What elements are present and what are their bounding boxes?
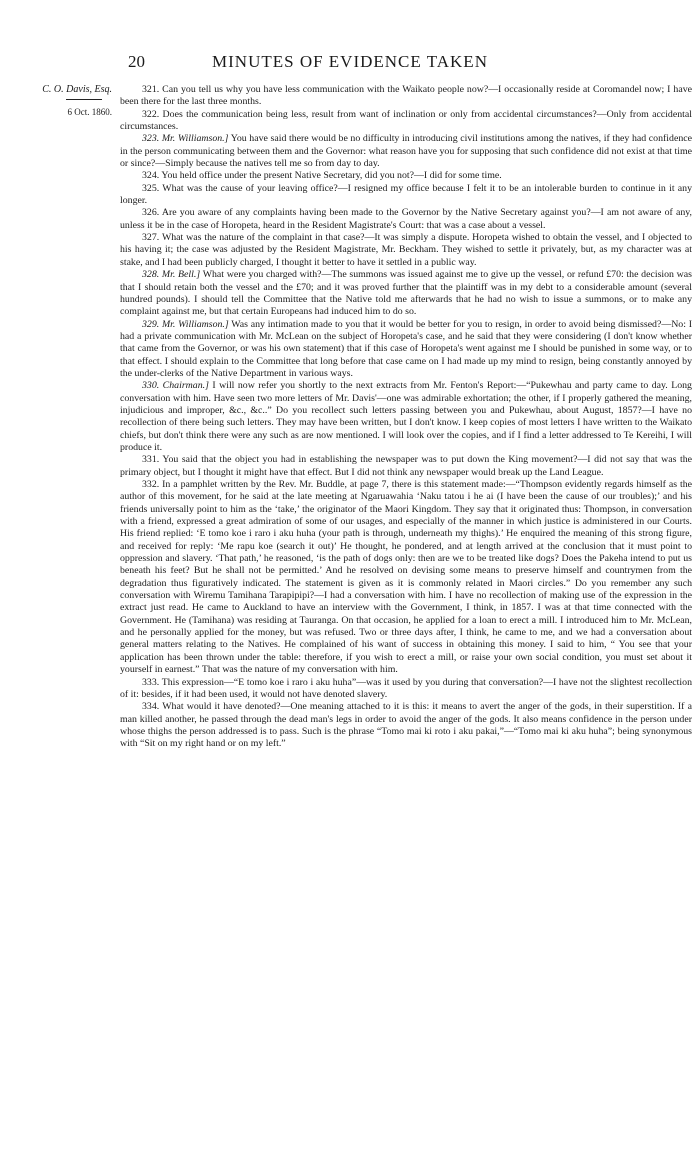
evidence-paragraph [120,454,692,479]
paragraph-text: 322. Does the communication being less, result from want of inclination or only from accidental circumstances?—Only from accidental circumstances. [120,108,692,133]
speaker-label: 328. Mr. Bell.] [142,269,201,281]
evidence-paragraph [120,170,692,182]
evidence-paragraph [120,232,692,269]
minutes-body [120,84,692,751]
witness-name: C. O. Davis, Esq. [42,84,112,95]
paragraph-text: 325. What was the cause of your leaving office?—I resigned my office because I felt it to be an intolerable burden to continue in it any longer. [120,182,692,207]
paragraph-text: I will now refer you shortly to the next extracts from Mr. Fenton's Report:—“Pukewhau and party came to day. Long conversation with him. Have seen two more letters of Mr. Davis'—one was admirable exhortation; the other, if I properly gathered the meaning, injudicious and improper, &c., &c..” Do you recollect such letters passing between you and Pukewhau, about August, 1857?—I have no recollection of there being such letters. They may have been written, but I don't know. I keep copies of most letters I have written to the Waikato chiefs, but don't think there were any such as are now mentioned. I will look over the copies, and if I find a letter addressed to Te Kereihi, I will produce it. [120,380,692,453]
evidence-paragraph [120,133,692,170]
paragraph-text: 331. You said that the object you had in establishing the newspaper was to put down the King movement?—I did not say that was the primary object, but I thought it might have that effect. But I did not think any newspaper would break up the Land League. [120,454,692,478]
paragraph-text: 326. Are you aware of any complaints having been made to the Governor by the Native Secretary against you?—I am not aware of any, unless it be in the case of Horopeta, heard in the Resident Magistrate's Court: that was a case about a vessel. [120,207,692,231]
speaker-label: 323. Mr. Williamson.] [142,133,229,145]
evidence-paragraph [120,677,692,702]
speaker-label: 329. Mr. Williamson.] [142,318,229,330]
paragraph-text: 321. Can you tell us why you have less communication with the Waikato people now?—I occasionally reside at Coromandel now; I have been there for the last three months. [120,84,692,108]
page-header [0,52,700,74]
evidence-paragraph [120,109,692,134]
paragraph-text: Was any intimation made to you that it would be better for you to resign, in order to avoid being dismissed?—No: I had a private communication with Mr. McLean on the subject of Horopeta's case, and he said that they were considering (I don't know whether that came from the Governor, or was his own statement) that if this case of Horopeta's went against me I should be punished in some way, or to that effect. I should explain to the Committee that long before that case came on I had made up my mind to resign, being constantly annoyed by the under-clerks of the Native Department in various ways. [120,318,692,379]
evidence-paragraph [120,380,692,454]
paragraph-text: 333. This expression—“E tomo koe i raro i aku huha”—was it used by you during that conversation?—I have not the slightest recollection of it: besides, if it had been used, it would not have denoted slavery. [120,676,692,700]
paragraph-text: 332. In a pamphlet written by the Rev. Mr. Buddle, at page 7, there is this statement made:—“Thompson evidently regards himself as the author of this movement, for he said at the late meeting at Ngaruawahia ‘Naku tatou i he ai (I have been the cause of our troubles);’ and his friends universally point to him as the ‘take,’ the originator of the Maori Kingdom. They say that it originated thus: Thompson, in conversation with a friend, expressed a great admiration of some of our usages, and especially of the manner in which justice is administered in our Courts. His friend replied: ‘E tomo koe i raro i aku huha (your path is through, underneath my thighs).’ He enquired the meaning of this strong figure, and received for reply: ‘Me rapu koe (search it out)’ He thought, he pondered, and at length arrived at the conclusion that it must point to oppression and slavery. ‘That path,’ he reasoned, ‘is the path of dogs only: then are we to be treated like dogs? Does the Pakeha intend to put us beneath his feet? But he shall not be permitted.’ And he resolved on devising some means to preserve himself and countrymen from the degradation thus figuratively indicated. The statement is given as it is commonly related in Maori circles.” Do you remember any such conversation with Wiremu Tamihana Tarapipipi?—I had a conversation with him. I have no recollection of making use of the expression in the extract just read. He came to Auckland to have an interview with the Government, I think, in 1857. I was at that time connected with the Government. He (Tamihana) was residing at Tauranga. On that occasion, he applied for a loan to erect a mill. I introduced him to Mr. McLean, and he personally applied for the money, but was refused. Two or three days after, I think, he came to me, and we had a conversation about general matters relating to the Natives. He complained of his want of success in obtaining this money. I said to him, “ You see that your application has been thrown under the table: therefore, if you wish to erect a mill, or raise your own social condition, you must set about it yourself in earnest.” That was the nature of my conversation with him. [120,479,692,676]
witness-date: 6 Oct. 1860. [67,107,112,117]
running-title: MINUTES OF EVIDENCE TAKEN [212,52,488,71]
evidence-paragraph [120,183,692,208]
evidence-paragraph [120,84,692,109]
paragraph-text: What were you charged with?—The summons was issued against me to give up the vessel, or refund £70: the decision was that I should retain both the vessel and the £70; and it was proved further that the plaintiff was in my debt to a considerable amount (several hundred pounds). I should tell the Committee that the Native told me afterwards that he had no wish to issue a summons, or to make any complaint against me, but that certain Europeans had induced him to do so. [120,269,692,318]
evidence-paragraph [120,701,692,750]
evidence-paragraph [120,479,692,677]
margin-note [20,84,112,117]
page-number: 20 [128,52,145,71]
speaker-label: 330. Chairman.] [142,380,209,392]
paragraph-text: 327. What was the nature of the complaint in that case?—It was simply a dispute. Horopeta wished to obtain the vessel, and I objected to his having it; the case was adjusted by the Resident Magistrate, Mr. Beckham. They wished to settle it privately, but, as my character was at stake, and I had been publicly charged, I thought it better to have it settled in a public way. [120,232,692,268]
margin-rule [66,99,102,100]
evidence-paragraph [120,319,692,381]
evidence-paragraph [120,269,692,318]
paragraph-text: You have said there would be no difficulty in introducing civil institutions among the natives, if they had confidence in the person communicating between them and the Governor: what reason have you for supposing that such confidence did not exist at that time or since?—Simply because the natives tell me so from day to day. [120,133,692,170]
evidence-paragraph [120,207,692,232]
paragraph-text: 334. What would it have denoted?—One meaning attached to it is this: it means to avert the anger of the gods, in their superstition. If a man killed another, he passed through the dead man's legs in order to avoid the anger of the gods. It also means confidence in the person under whose thighs the person addressed is to pass. Such is the phrase “Tomo mai ki roto i aku pakai,”—“Tomo mai ki aku huha”; being synonymous with “Sit on my right hand or on my left.” [120,701,692,750]
paragraph-text: 324. You held office under the present Native Secretary, did you not?—I did for some time. [142,170,502,182]
